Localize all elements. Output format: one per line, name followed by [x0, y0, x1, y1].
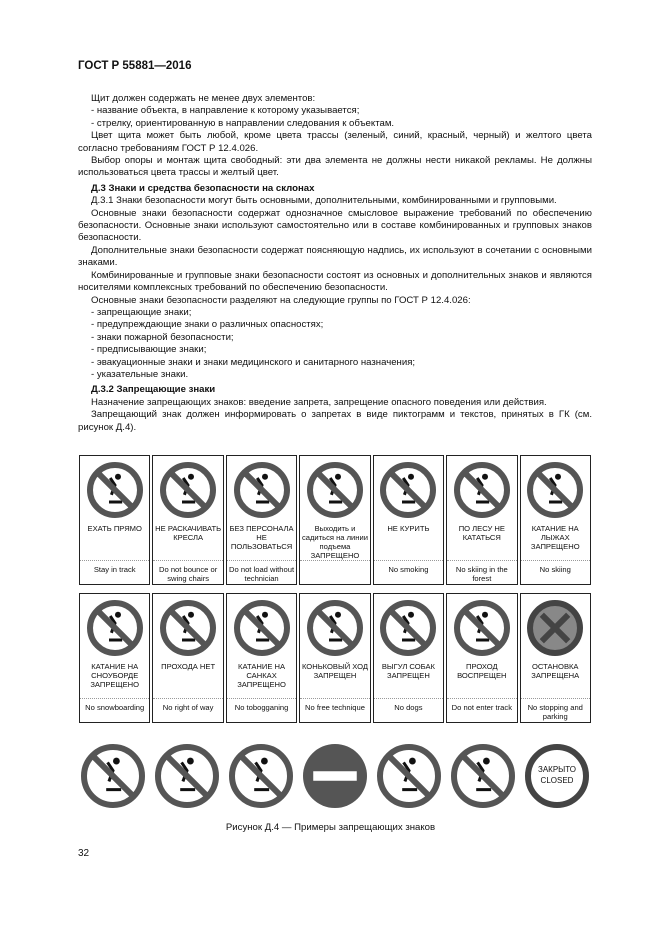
sign-no-exit-lift	[299, 455, 370, 585]
paragraph: - эвакуационные знаки и знаки медицинского и санитарного назначения;	[91, 356, 416, 368]
sign-label-ru: ПРОХОД ВОСПРЕЩЕН	[457, 662, 507, 680]
no-skiing-icon	[525, 460, 585, 520]
sign-label-ru: КОНЬКОВЫЙ ХОД ЗАПРЕЩЕН	[301, 662, 368, 680]
no-straight-icon	[85, 460, 145, 520]
no-walking-icon	[452, 598, 512, 658]
sign-no-straight	[79, 455, 150, 585]
signs-row-1	[79, 455, 591, 585]
no-passage-icon	[158, 598, 218, 658]
paragraph: Запрещающий знак должен информировать о запретах в виде пиктограмм и текстов, принятых в ГК (см. рисунок Д.4).	[78, 409, 592, 433]
paragraph: Цвет щита может быть любой, кроме цвета трассы (зеленый, синий, красный, черный) и желтого цвета согласно требованиям ГОСТ Р 12.4.026.	[78, 130, 592, 154]
paragraph: - знаки пожарной безопасности;	[91, 331, 234, 343]
sign-no-gondola	[227, 742, 295, 815]
paragraph: - предупреждающие знаки о различных опасностях;	[91, 319, 324, 331]
document-header: ГОСТ Р 55881—2016	[78, 60, 192, 72]
sign-no-load	[226, 455, 297, 585]
sign-label-ru: ЕХАТЬ ПРЯМО	[87, 524, 142, 533]
sign-label-en: No dogs	[374, 698, 443, 712]
paragraph: Основные знаки безопасности содержат однозначное смысловое выражение требований по обеспечению безопасности. Основные знаки используют самостоятельно или в составе комбинированных и групповых знаков безопасности.	[78, 207, 592, 244]
sign-label-en: Do not enter track	[447, 698, 516, 712]
sign-label-ru: Выходить и садиться на линии подъема ЗАПРЕЩЕНО	[301, 524, 368, 560]
page-number: 32	[78, 848, 90, 859]
no-sledding-icon	[232, 598, 292, 658]
section-heading: Д.3.2 Запрещающие знаки	[91, 384, 216, 396]
paragraph: - запрещающие знаки;	[91, 306, 192, 318]
body-text	[78, 93, 592, 434]
sign-label-ru: КАТАНИЕ НА СНОУБОРДЕ ЗАПРЕЩЕНО	[90, 662, 140, 689]
sign-label-en: No right of way	[153, 698, 222, 712]
closed-ru: ЗАКРЫТО	[538, 765, 576, 774]
sign-label-ru: НЕ РАСКАЧИВАТЬ КРЕСЛА	[155, 524, 222, 542]
sign-label-en: Do not load without technician	[227, 560, 296, 583]
no-lift-seat-icon	[79, 742, 147, 810]
no-stopping-icon	[525, 598, 585, 658]
no-forest-skiing-icon	[452, 460, 512, 520]
sign-label-en: No stopping and parking	[521, 698, 590, 721]
no-exit-lift-icon	[305, 460, 365, 520]
no-chairlift-icon	[153, 742, 221, 810]
sign-label-en: No skiing in the forest	[447, 560, 516, 583]
paragraph: - название объекта, в направление к которому указывается;	[91, 105, 360, 117]
sign-no-sledding	[226, 593, 297, 723]
sign-label-ru: ОСТАНОВКА ЗАПРЕЩЕНА	[531, 662, 580, 680]
sign-no-passage	[152, 593, 223, 723]
sign-no-skiing	[520, 455, 591, 585]
paragraph: Назначение запрещающих знаков: введение запрета, запрещение опасного поведения или действия.	[91, 396, 547, 408]
sign-no-entry	[301, 742, 369, 815]
paragraph: Выбор опоры и монтаж щита свободный: эти два элемента не должны нести никакой рекламы. Не должны использоваться цвета трассы и желтый цвет.	[78, 155, 592, 179]
sign-label-en: No smoking	[374, 560, 443, 574]
sign-no-walking	[446, 593, 517, 723]
section-heading: Д.3 Знаки и средства безопасности на склонах	[91, 182, 315, 194]
no-open-fire-icon	[449, 742, 517, 810]
sign-no-stopping	[520, 593, 591, 723]
sign-no-skate-ski	[299, 593, 370, 723]
paragraph: - стрелку, ориентированную в направлении следования к объектам.	[91, 117, 395, 129]
sign-no-smoking	[373, 455, 444, 585]
sign-label-ru: ВЫГУЛ СОБАК ЗАПРЕЩЕН	[381, 662, 435, 680]
sign-no-dogs	[373, 593, 444, 723]
sign-label-ru: КАТАНИЕ НА ЛЫЖАХ ЗАПРЕЩЕНО	[530, 524, 580, 551]
sign-no-ski-poles	[375, 742, 443, 815]
sign-no-lift-seat	[79, 742, 147, 815]
sign-no-chairlift	[153, 742, 221, 815]
sign-no-snowboarding	[79, 593, 150, 723]
paragraph: Д.3.1 Знаки безопасности могут быть основными, дополнительными, комбинированными и групповыми.	[91, 195, 557, 207]
sign-label-en	[300, 560, 369, 565]
no-snowboarding-icon	[85, 598, 145, 658]
sign-label-en: Do not bounce or swing chairs	[153, 560, 222, 583]
no-skate-ski-icon	[305, 598, 365, 658]
sign-label-ru: ПРОХОДА НЕТ	[161, 662, 216, 671]
sign-label-en: No free technique	[300, 698, 369, 712]
no-entry-icon	[301, 742, 369, 810]
sign-no-forest-skiing	[446, 455, 517, 585]
sign-label-ru: НЕ КУРИТЬ	[387, 524, 430, 533]
paragraph: - предписывающие знаки;	[91, 344, 207, 356]
no-gondola-icon	[227, 742, 295, 810]
paragraph: Комбинированные и групповые знаки безопасности состоят из основных и дополнительных знаков и являются носителями комплексных требований по обеспечению безопасности.	[78, 269, 592, 294]
no-swing-icon	[158, 460, 218, 520]
sign-label-en: No tobogganing	[227, 698, 296, 712]
signs-row-3	[79, 742, 591, 815]
closed-en: CLOSED	[540, 776, 574, 785]
no-smoking-icon	[378, 460, 438, 520]
no-load-icon	[232, 460, 292, 520]
no-dogs-icon	[378, 598, 438, 658]
sign-no-swing	[152, 455, 223, 585]
sign-label-ru: КАТАНИЕ НА САНКАХ ЗАПРЕЩЕНО	[237, 662, 286, 689]
paragraph: - указательные знаки.	[91, 368, 189, 380]
sign-label-en: No skiing	[521, 560, 590, 574]
sign-closed-sign	[523, 742, 591, 815]
paragraph: Дополнительные знаки безопасности содержат поясняющую надпись, их используют в сочетании с основными знаками.	[78, 244, 592, 269]
sign-label-ru: БЕЗ ПЕРСОНАЛА НЕ ПОЛЬЗОВАТЬСЯ	[229, 524, 294, 551]
sign-no-open-fire	[449, 742, 517, 815]
paragraph: Щит должен содержать не менее двух элементов:	[91, 93, 316, 104]
sign-label-en: Stay in track	[80, 560, 149, 574]
figure-caption: Рисунок Д.4 — Примеры запрещающих знаков	[225, 822, 436, 833]
sign-label-en: No snowboarding	[80, 698, 149, 712]
signs-row-2	[79, 593, 591, 723]
sign-label-ru: ПО ЛЕСУ НЕ КАТАТЬСЯ	[458, 524, 505, 542]
no-ski-poles-icon	[375, 742, 443, 810]
paragraph: Основные знаки безопасности разделяют на следующие группы по ГОСТ Р 12.4.026:	[91, 294, 471, 306]
